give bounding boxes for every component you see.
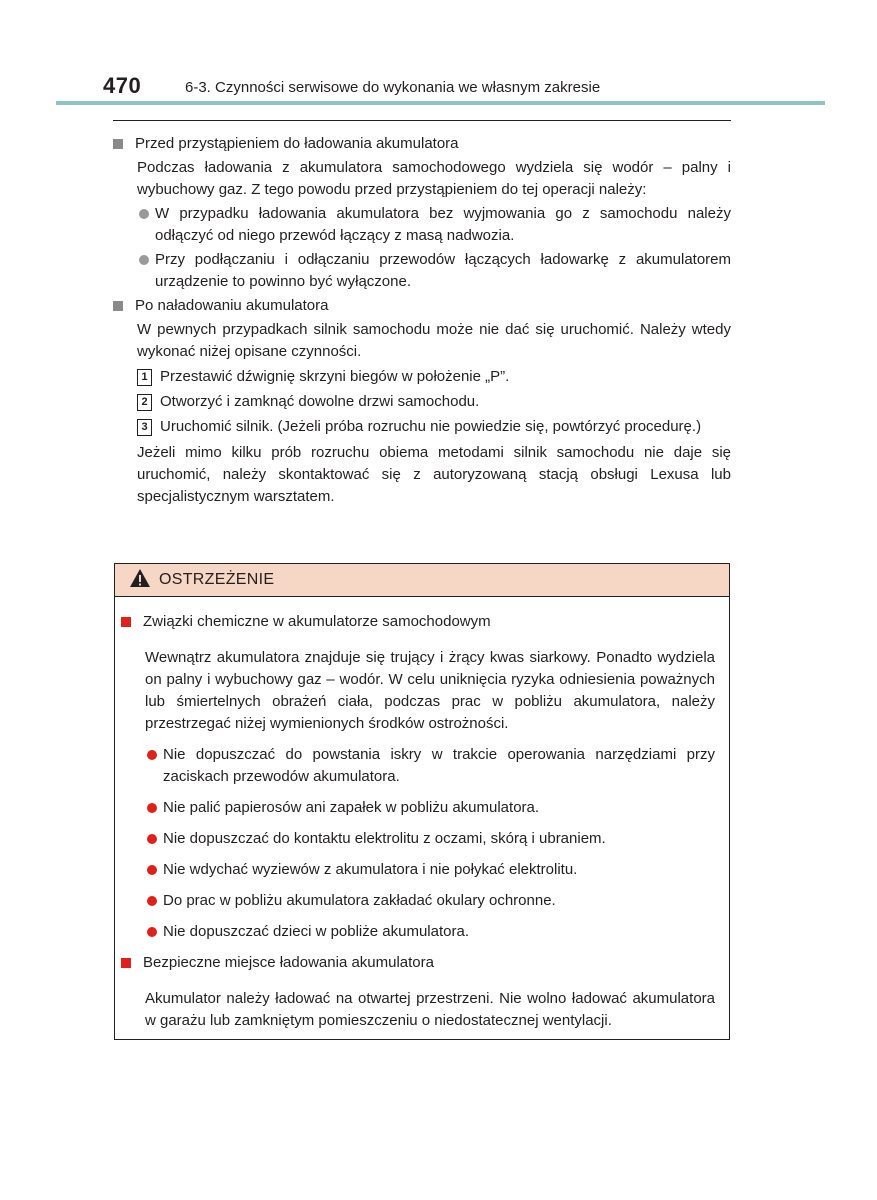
warning-heading-text: Związki chemiczne w akumulatorze samochodowym xyxy=(143,613,491,630)
square-marker-icon xyxy=(121,958,131,968)
warning-list-item xyxy=(145,859,715,881)
square-marker-icon xyxy=(121,617,131,627)
warning-box xyxy=(114,563,730,1040)
list-item-text: W przypadku ładowania akumulatora bez wyjmowania go z samochodu należy odłączyć od niego przewód łączący z masą nadwozia. xyxy=(155,205,731,244)
section-divider xyxy=(113,120,731,121)
bullet-icon xyxy=(139,255,149,265)
warning-list-item xyxy=(145,797,715,819)
bullet-icon xyxy=(147,750,157,760)
square-marker-icon xyxy=(113,301,123,311)
square-marker-icon xyxy=(113,139,123,149)
step-text: Przestawić dźwignię skrzyni biegów w położenie „P”. xyxy=(160,368,510,385)
warning-list-item xyxy=(145,828,715,850)
step-number: 1 xyxy=(137,369,152,386)
page-number: 470 xyxy=(103,73,142,98)
section-heading xyxy=(113,295,731,317)
warning-list-item xyxy=(145,890,715,912)
main-content xyxy=(113,133,731,508)
warning-list-item xyxy=(145,744,715,788)
bullet-icon xyxy=(147,927,157,937)
list-item-text: Nie dopuszczać do powstania iskry w trakcie operowania narzędziami przy zaciskach przewodów akumulatora. xyxy=(163,746,715,785)
warning-paragraph: Wewnątrz akumulatora znajduje się trujący i żrący kwas siarkowy. Ponadto wydziela on palny i wybuchowy gaz – wodór. W celu uniknięcia ryzyka odniesienia poważnych lub śmiertelnych obrażeń ciała, podczas prac w pobliżu akumulatora, należy przestrzegać niżej wymienionych środków ostrożności. xyxy=(145,649,715,732)
header-rule xyxy=(56,101,825,105)
warning-header xyxy=(115,564,729,597)
step-number: 2 xyxy=(137,394,152,411)
warning-body xyxy=(115,597,729,1032)
list-item-text: Do prac w pobliżu akumulatora zakładać okulary ochronne. xyxy=(163,892,556,909)
paragraph: Podczas ładowania z akumulatora samochodowego wydziela się wodór – palny i wybuchowy gaz. Z tego powodu przed przystąpieniem do tej operacji należy: xyxy=(137,159,731,198)
bullet-icon xyxy=(139,209,149,219)
chapter-title: 6-3. Czynności serwisowe do wykonania we własnym zakresie xyxy=(185,79,601,96)
warning-title: OSTRZEŻENIE xyxy=(159,571,275,588)
list-item-text: Przy podłączaniu i odłączaniu przewodów łączących ładowarkę z akumulatorem urządzenie to powinno być wyłączone. xyxy=(155,251,731,290)
bullet-icon xyxy=(147,803,157,813)
warning-section-heading xyxy=(121,952,715,974)
bullet-icon xyxy=(147,865,157,875)
step-text: Uruchomić silnik. (Jeżeli próba rozruchu nie powiedzie się, powtórzyć procedurę.) xyxy=(160,418,702,435)
list-item-text: Nie dopuszczać do kontaktu elektrolitu z oczami, skórą i ubraniem. xyxy=(163,830,606,847)
bullet-icon xyxy=(147,896,157,906)
warning-section-heading xyxy=(121,611,715,633)
list-item xyxy=(137,249,731,293)
list-item-text: Nie palić papierosów ani zapałek w pobliżu akumulatora. xyxy=(163,799,540,816)
section-heading xyxy=(113,133,731,155)
step-item xyxy=(137,366,731,388)
warning-heading-text: Bezpieczne miejsce ładowania akumulatora xyxy=(143,954,434,971)
warning-paragraph: Akumulator należy ładować na otwartej przestrzeni. Nie wolno ładować akumulatora w garażu lub zamkniętym pomieszczeniu o niedostatecznej wentylacji. xyxy=(145,990,715,1029)
list-item-text: Nie dopuszczać dzieci w pobliże akumulatora. xyxy=(163,923,469,940)
step-item xyxy=(137,416,731,438)
bullet-icon xyxy=(147,834,157,844)
section-heading-text: Przed przystąpieniem do ładowania akumulatora xyxy=(135,135,459,152)
step-item xyxy=(137,391,731,413)
step-number: 3 xyxy=(137,419,152,436)
paragraph: Jeżeli mimo kilku prób rozruchu obiema metodami silnik samochodu nie daje się uruchomić, należy skontaktować się z autoryzowaną stacją obsługi Lexusa lub specjalistycznym warsztatem. xyxy=(137,444,731,505)
paragraph: W pewnych przypadkach silnik samochodu może nie dać się uruchomić. Należy wtedy wykonać niżej opisane czynności. xyxy=(137,321,731,360)
step-text: Otworzyć i zamknąć dowolne drzwi samochodu. xyxy=(160,393,480,410)
warning-list-item xyxy=(145,921,715,943)
list-item-text: Nie wdychać wyziewów z akumulatora i nie połykać elektrolitu. xyxy=(163,861,578,878)
section-heading-text: Po naładowaniu akumulatora xyxy=(135,297,329,314)
list-item xyxy=(137,203,731,247)
warning-triangle-icon xyxy=(129,568,151,593)
